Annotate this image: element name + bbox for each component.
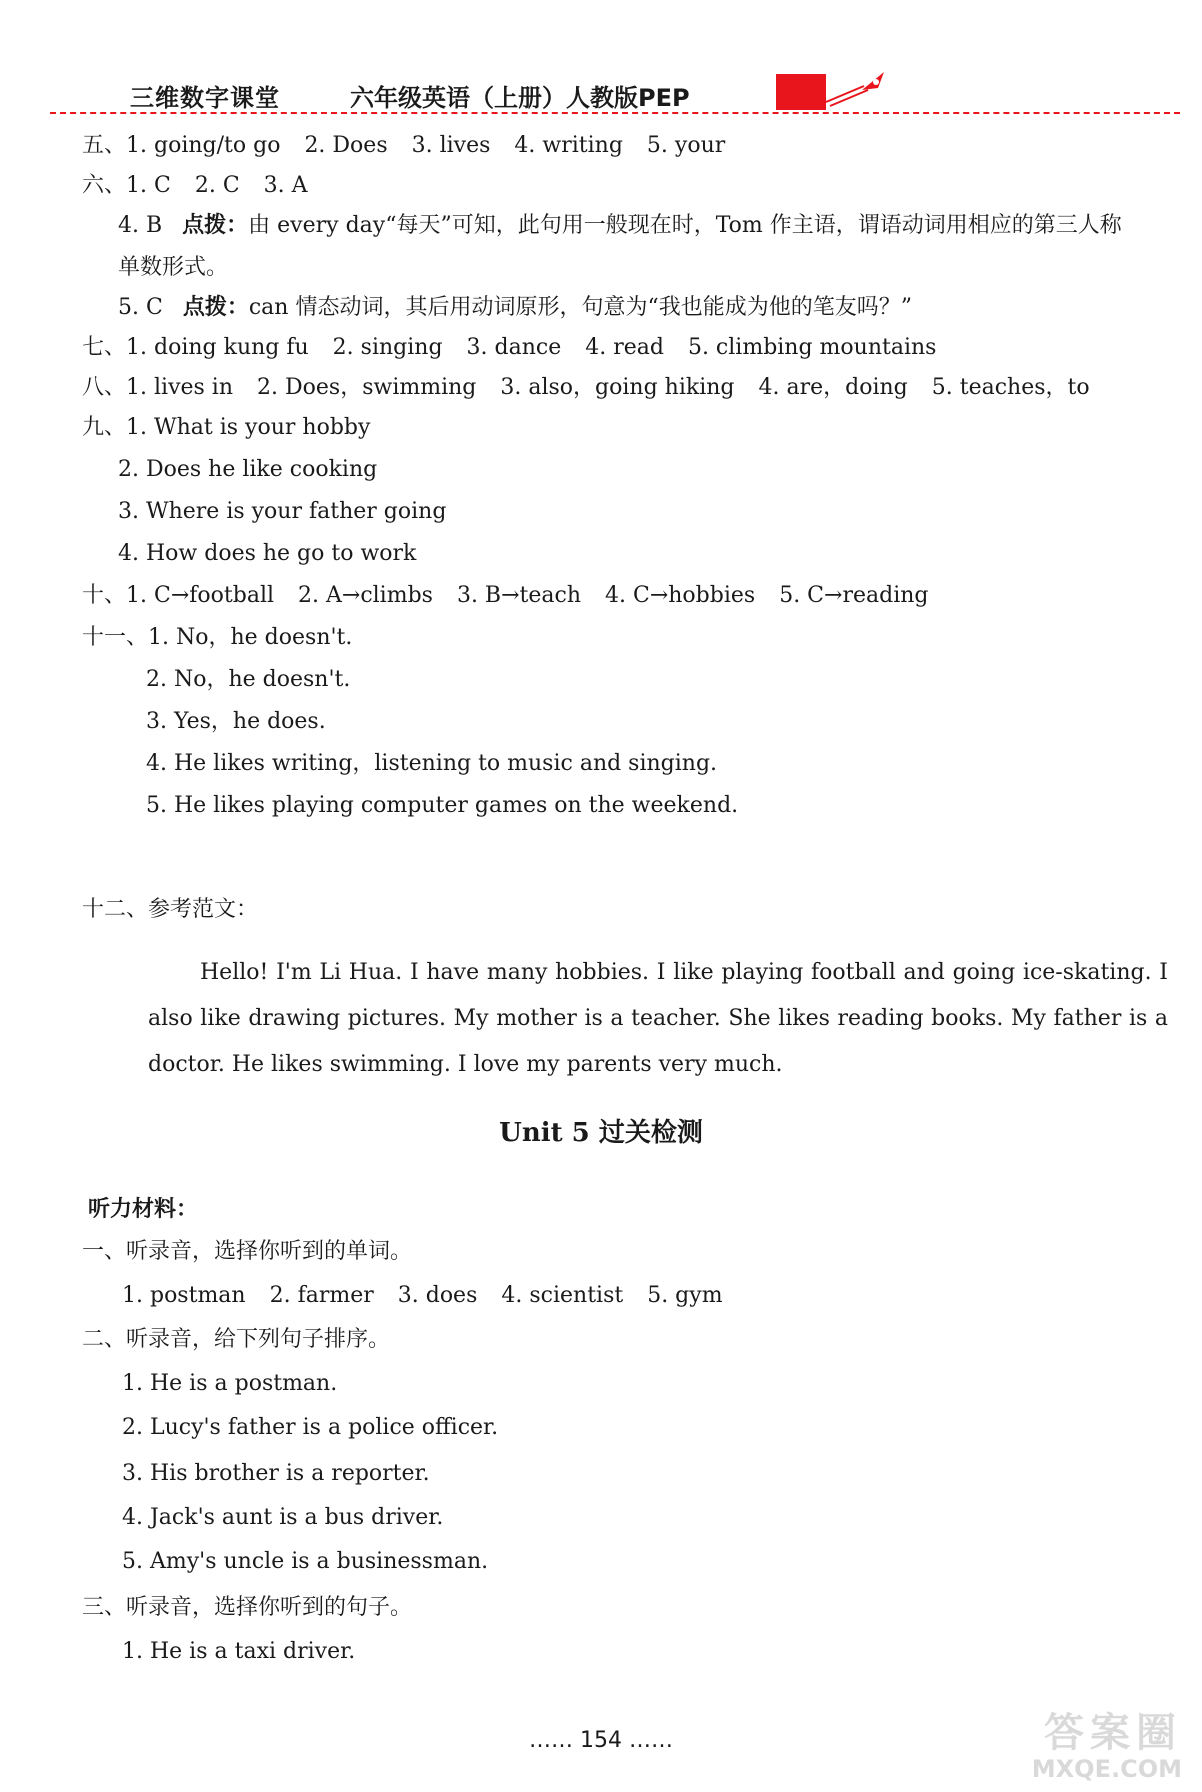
section-number: 十一、 — [82, 625, 149, 650]
answer-item: 5. teaches，to — [931, 375, 1090, 400]
answer-line-9 — [82, 414, 370, 442]
listening-part2-heading: 二、听录音，给下列句子排序。 — [82, 1327, 391, 1352]
answer-item: 5. your — [646, 133, 726, 158]
page-number-value: 154 — [580, 1728, 622, 1753]
answer-line-11 — [82, 624, 352, 652]
answer-item: 4. writing — [514, 133, 623, 158]
answer-line-10 — [82, 582, 952, 610]
answer-item: 2. A→climbs — [298, 583, 433, 608]
section-number: 五、 — [82, 133, 127, 158]
answer-line-11-5 — [146, 792, 738, 820]
answer-item: 2. Does — [304, 133, 388, 158]
answer-item: 1. doing kung fu — [126, 335, 309, 360]
answer-line-6-q4-cont — [118, 254, 228, 282]
answer-item: 2. Does，swimming — [257, 375, 477, 400]
answer-item: 1. No，he doesn't. — [148, 625, 353, 650]
answer-item: 1. What is your hobby — [126, 415, 371, 440]
answer-item: 3. lives — [411, 133, 491, 158]
essay-label: 参考范文： — [148, 897, 259, 922]
word-item: 2. farmer — [269, 1283, 374, 1308]
hint-text: 单数形式。 — [118, 255, 229, 280]
rocket-icon — [824, 68, 894, 108]
word-item: 3. does — [397, 1283, 478, 1308]
answer-line-9-3 — [118, 498, 446, 526]
page-header — [0, 60, 1202, 120]
answer-line-12 — [82, 896, 258, 924]
listening-part1-heading: 一、听录音，选择你听到的单词。 — [82, 1239, 413, 1264]
answer-item: 4. read — [585, 335, 664, 360]
answer-line-7 — [82, 334, 960, 362]
section-number: 十、 — [82, 583, 127, 608]
answer-line-6-q4 — [118, 212, 1122, 240]
page-number-dots: …… — [629, 1728, 673, 1753]
answer-line-9-2 — [118, 456, 377, 484]
answer-line-6-q5 — [118, 294, 912, 322]
series-title: 三维数字课堂 — [130, 84, 280, 112]
sentence-item: 5. Amy's uncle is a businessman. — [122, 1549, 489, 1574]
hint-label: 点拨： — [182, 295, 249, 320]
sentence-item: 1. He is a taxi driver. — [122, 1639, 356, 1664]
answer-line-11-3 — [146, 708, 326, 736]
unit-title: Unit 5 过关检测 — [499, 1118, 703, 1148]
answer-item: 2. singing — [332, 335, 443, 360]
answer-item: 2. No，he doesn't. — [146, 667, 351, 692]
answer-item: 5. He likes playing computer games on the weekend. — [146, 793, 739, 818]
answer-item: 3. Yes，he does. — [146, 709, 326, 734]
listening-part1-items — [122, 1282, 747, 1310]
answer-item: 1. going/to go — [126, 133, 281, 158]
answer-line-5 — [82, 132, 749, 160]
answer-item: 4. He likes writing，listening to music and singing. — [146, 751, 718, 776]
listening-title: 听力材料： — [88, 1197, 199, 1222]
answer-line-9-4 — [118, 540, 416, 568]
section-number: 六、 — [82, 173, 127, 198]
hint-text: 由 every day“每天”可知，此句用一般现在时，Tom 作主语，谓语动词用相应的第三人称 — [248, 213, 1122, 238]
answer-item: 5. C→reading — [779, 583, 929, 608]
answer-line-11-2 — [146, 666, 350, 694]
book-title: 六年级英语（上册）人教版PEP — [350, 84, 690, 112]
answer-item: 4. C→hobbies — [605, 583, 756, 608]
answer-item: 2. Does he like cooking — [118, 457, 378, 482]
header-red-block — [776, 74, 826, 110]
section-number: 七、 — [82, 335, 127, 360]
header-divider — [50, 112, 1180, 114]
answer-line-11-4 — [146, 750, 717, 778]
listening-part3-heading: 三、听录音，选择你听到的句子。 — [82, 1595, 413, 1620]
hint-text: can 情态动词，其后用动词原形，句意为“我也能成为他的笔友吗？” — [248, 295, 912, 320]
answer-item: 3. dance — [466, 335, 562, 360]
answer-item: 2. C — [194, 173, 240, 198]
answer-line-8 — [82, 374, 1114, 402]
answer-item: 1. C — [126, 173, 171, 198]
watermark-logo — [992, 1712, 1182, 1790]
sentence-item: 3. His brother is a reporter. — [122, 1461, 430, 1486]
answer-item: 4. How does he go to work — [118, 541, 417, 566]
answer-item: 3. Where is your father going — [118, 499, 447, 524]
answer-item: 5. C — [118, 295, 163, 320]
word-item: 1. postman — [122, 1283, 246, 1308]
page-number-dots: …… — [529, 1728, 573, 1753]
answer-item: 5. climbing mountains — [687, 335, 937, 360]
sentence-item: 4. Jack's aunt is a bus driver. — [122, 1505, 444, 1530]
answer-item: 4. B — [118, 213, 163, 238]
sample-essay: Hello! I'm Li Hua. I have many hobbies. I like playing football and going ice-skating. I also like drawing pictures. My mother is a teacher. She likes reading books. My father is a doctor. He likes swimming. I love my parents very much. — [148, 960, 1168, 1077]
answer-item: 3. B→teach — [456, 583, 582, 608]
section-number: 八、 — [82, 375, 127, 400]
sentence-item: 2. Lucy's father is a police officer. — [122, 1415, 499, 1440]
answer-item: 1. lives in — [126, 375, 234, 400]
section-number: 九、 — [82, 415, 127, 440]
watermark-url: MXQE.COM — [1031, 1755, 1182, 1783]
answer-item: 3. A — [263, 173, 308, 198]
word-item: 5. gym — [647, 1283, 723, 1308]
section-number: 十二、 — [82, 897, 149, 922]
answer-item: 4. are，doing — [758, 375, 908, 400]
answer-line-6 — [82, 172, 332, 200]
word-item: 4. scientist — [501, 1283, 624, 1308]
sentence-item: 1. He is a postman. — [122, 1371, 338, 1396]
hint-label: 点拨： — [182, 213, 249, 238]
answer-item: 3. also，going hiking — [500, 375, 735, 400]
watermark-text: 答案圈 — [1044, 1710, 1182, 1756]
answer-item: 1. C→football — [126, 583, 275, 608]
